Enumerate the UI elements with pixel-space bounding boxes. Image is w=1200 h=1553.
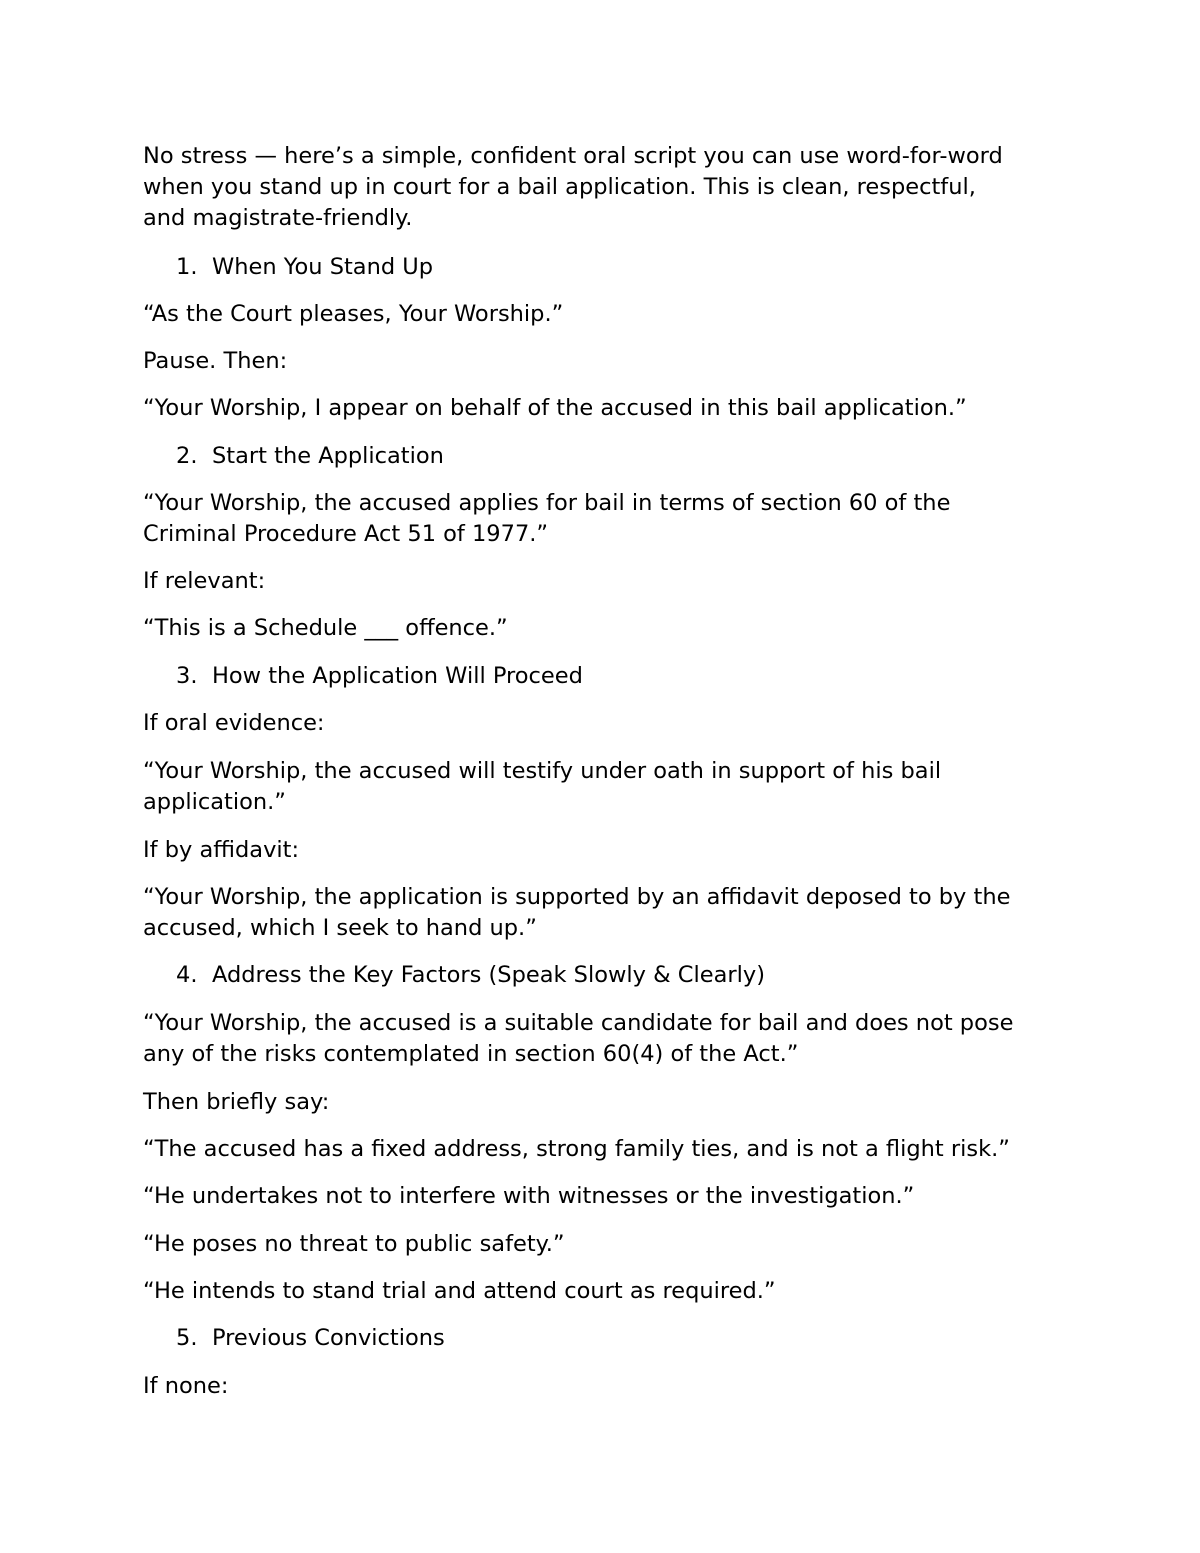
paragraph-line: “Your Worship, the application is supported by an affidavit deposed to by the (143, 884, 1011, 910)
paragraph-line: application.” (143, 789, 286, 815)
paragraph: Then briefly say: (143, 1089, 330, 1115)
section-title: Address the Key Factors (Speak Slowly & Clearly) (212, 962, 765, 988)
intro-line-2: when you stand up in court for a bail application. This is clean, respectful, (143, 174, 976, 200)
paragraph: Pause. Then: (143, 348, 288, 374)
section-number: 3. (176, 663, 198, 689)
paragraph-line: “Your Worship, the accused is a suitable candidate for bail and does not pose (143, 1010, 1014, 1036)
paragraph: If none: (143, 1373, 229, 1399)
paragraph: “He undertakes not to interfere with witnesses or the investigation.” (143, 1183, 915, 1209)
section-number: 5. (176, 1325, 198, 1351)
paragraph-line: any of the risks contemplated in section 60(4) of the Act.” (143, 1041, 799, 1067)
paragraph-line: Criminal Procedure Act 51 of 1977.” (143, 521, 549, 547)
section-title: When You Stand Up (212, 254, 434, 280)
paragraph: “He poses no threat to public safety.” (143, 1231, 565, 1257)
paragraph: “This is a Schedule ___ offence.” (143, 615, 508, 641)
section-heading-5 (176, 1327, 445, 1350)
section-number: 4. (176, 962, 198, 988)
paragraph-line: “Your Worship, the accused applies for bail in terms of section 60 of the (143, 490, 951, 516)
paragraph: “Your Worship, I appear on behalf of the accused in this bail application.” (143, 395, 967, 421)
section-heading-4 (176, 964, 765, 987)
section-heading-1 (176, 256, 433, 279)
section-title: Previous Convictions (212, 1325, 445, 1351)
section-number: 2. (176, 443, 198, 469)
section-title: How the Application Will Proceed (212, 663, 583, 689)
section-title: Start the Application (212, 443, 444, 469)
paragraph: “The accused has a fixed address, strong family ties, and is not a flight risk.” (143, 1136, 1010, 1162)
paragraph-line: “Your Worship, the accused will testify under oath in support of his bail (143, 758, 942, 784)
paragraph: “He intends to stand trial and attend court as required.” (143, 1278, 776, 1304)
intro-line-1: No stress — here’s a simple, confident oral script you can use word-for-word (143, 143, 1003, 169)
section-heading-2 (176, 445, 444, 468)
section-number: 1. (176, 254, 198, 280)
paragraph: “As the Court pleases, Your Worship.” (143, 301, 564, 327)
paragraph-line: accused, which I seek to hand up.” (143, 915, 537, 941)
paragraph: If by affidavit: (143, 837, 300, 863)
section-heading-3 (176, 665, 583, 688)
intro-line-3: and magistrate-friendly. (143, 205, 413, 231)
paragraph: If oral evidence: (143, 710, 325, 736)
paragraph: If relevant: (143, 568, 266, 594)
